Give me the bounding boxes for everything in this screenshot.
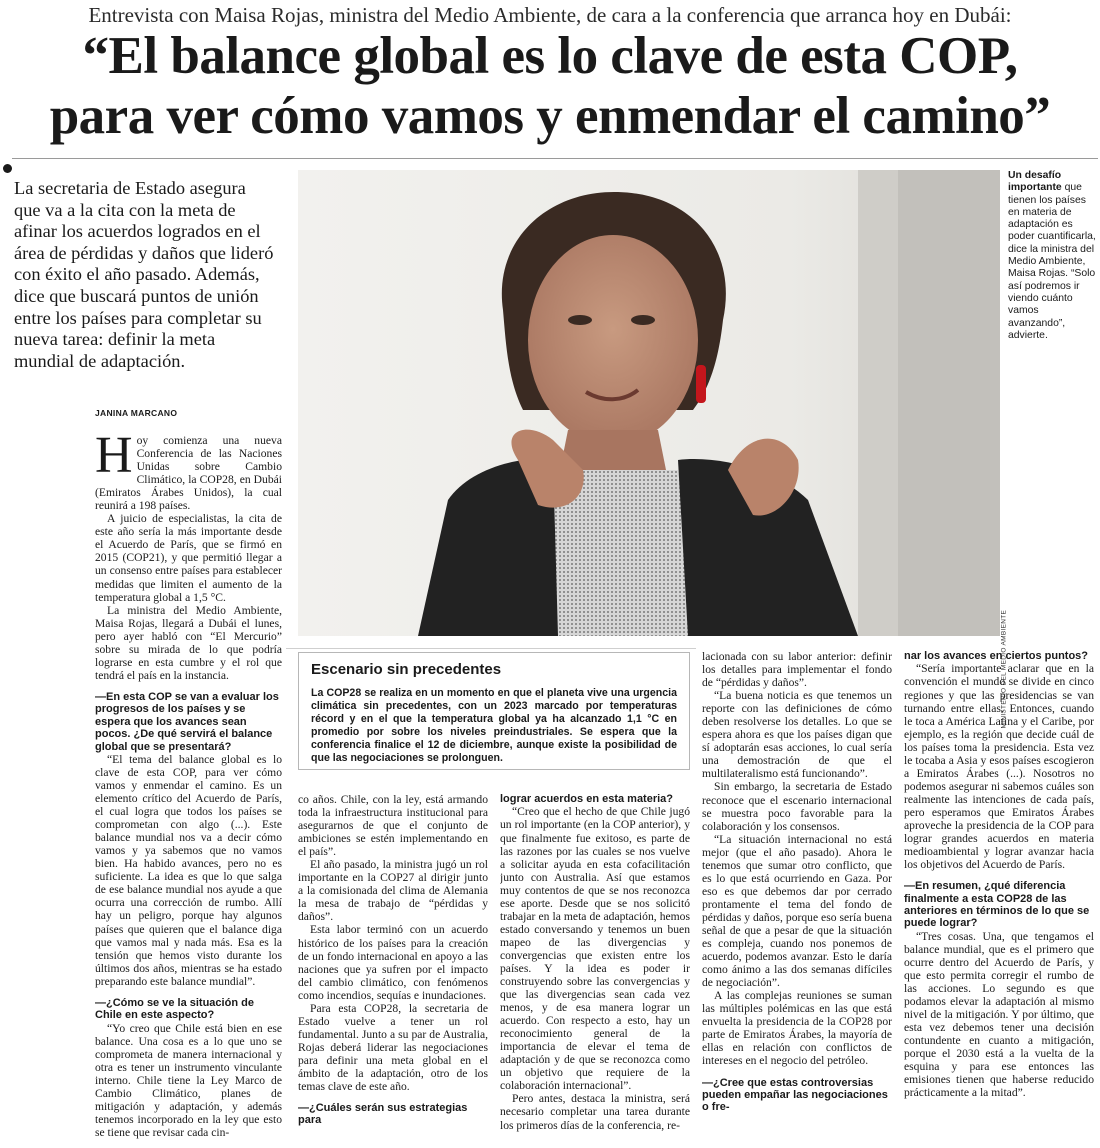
paragraph: “Creo que el hecho de que Chile jugó un rol importante (en la COP anterior), y que finalmente fue exitoso, es parte de las razones por las cuales se nos vuelve a solicitar ayuda en esta cofacilitación junto con Australia. Así que estamos muy contentos de que se nos reconozca ese aporte. Desde que se nos solicitó trabajar en la meta de adaptación, hemos estado conversando y tenemos un buen mapeo de las divergencias y convergencias que existen entre los países. Y la idea es poder ir construyendo sobre las convergencias y que las divergencias sean cada vez menos, y de esa manera lograr un acuerdo. Con respecto a esto, hay un reconocimiento general de la importancia de elevar el tema de adaptación y de que se reconozca como un objetivo que requiere de la colaboración internacional”. xyxy=(500,805,690,1093)
intro-paragraph: Hoy comienza una nueva Conferencia de las Naciones Unidas sobre Cambio Climático, la COP28, en Dubái (Emiratos Árabes Unidos), la cual reunirá a 198 países. xyxy=(95,434,282,513)
paragraph: “La buena noticia es que tenemos un reporte con las definiciones de cómo deben resolverse los detalles. Lo que se espera ahora es que los países digan que sí adoptarán esas acciones, lo cual sería una demostración de que el multilateralismo está funcionando”. xyxy=(702,689,892,781)
top-rule xyxy=(12,158,1098,159)
paragraph: “La situación internacional no está mejor (que el año pasado). Ahora le tenemos que sumar otro conflicto, que es lo que está ocurriendo en Gaza. Por eso es que debemos dar por cerrado prontamente el tema del fondo de pérdidas y daños, porque eso sería buena señal de que a pesar de que la situación es compleja, cuando nos ponemos de acuerdo, podemos avanzar. Esto le daría como ánimo a las dos semanas difíciles de negociación”. xyxy=(702,832,892,990)
article-column-3 xyxy=(500,793,690,1148)
box-title: Escenario sin precedentes xyxy=(311,661,502,678)
byline: JANINA MARCANO xyxy=(95,408,178,418)
paragraph: lacionada con su labor anterior: definir los detalles para implementar el fondo de “pérdidas y daños”. xyxy=(702,650,892,690)
interview-question: lograr acuerdos en esta materia? xyxy=(500,793,674,805)
interview-question: —¿Cree que estas controversias pueden empañar las negociaciones o fre- xyxy=(702,1076,888,1114)
article-column-1 xyxy=(95,434,282,1148)
article-photo xyxy=(298,170,1000,636)
lead-paragraph: La secretaria de Estado asegura que va a la cita con la meta de afinar los acuerdos logrados en el área de pérdidas y daños que lideró con éxito el año pasado. Además, dice que buscará puntos de unión entre los países para completar su nueva tarea: definir la meta mundial de adaptación. xyxy=(14,178,274,371)
paragraph: Para esta COP28, la secretaria de Estado vuelve a tener un rol fundamental. Junto a su par de Australia, Rojas deberá liderar las negociaciones para definir una meta global en el ámbito de la adaptación, otro de los temas clave de este año. xyxy=(298,1001,488,1094)
paragraph: “Yo creo que Chile está bien en ese balance. Una cosa es a lo que uno se comprometa de manera internacional y otra es tener un instrumento vinculante interno. Chile tiene la Ley Marco de Cambio Climático, planes de mitigación y adaptación, y además tenemos incorporado en la ley que esto se tiene que revisar cada cin- xyxy=(95,1021,282,1139)
portrait-illustration xyxy=(298,170,1000,636)
paragraph: A juicio de especialistas, la cita de este año sería la más importante desde el Acuerdo de París, que se firmó en 2015 (COP21), y que permitió llegar a un consenso entre países para establecer medidas que limiten el aumento de la temperatura global a 1,5 °C. xyxy=(95,512,282,604)
headline-line-2: para ver cómo vamos y enmendar el camino” xyxy=(49,87,1051,145)
paragraph: Esta labor terminó con un acuerdo histórico de los países para la creación de un fondo internacional en apoyo a las naciones que ya sufren por el impacto del cambio climático, con fenómenos como incendios, sequías e inundaciones. xyxy=(298,923,488,1002)
box-rule xyxy=(286,648,696,649)
bullet-dot xyxy=(3,164,12,173)
interview-question: —¿Cuáles serán sus estrategias para xyxy=(298,1102,468,1127)
kicker: Entrevista con Maisa Rojas, ministra del Medio Ambiente, de cara a la conferencia que arranca hoy en Dubái: xyxy=(88,3,1012,27)
article-column-5 xyxy=(904,650,1094,1148)
paragraph: A las complejas reuniones se suman las múltiples polémicas en las que está envuelta la presidencia de la COP28 por parte de Emiratos Árabes, la mayoría de ellas en relación con conflictos de intereses en el negocio del petróleo. xyxy=(702,989,892,1068)
interview-question: —¿Cómo se ve la situación de Chile en este aspecto? xyxy=(95,996,254,1022)
article-column-2 xyxy=(298,793,488,1148)
paragraph: “Tres cosas. Una, que tengamos el balance mundial, que es el primero que ocurre dentro del Acuerdo de París, y que esto permita corregir el rumbo de las acciones. Lo segundo es que podamos elevar la adaptación al mismo nivel de la mitigación. Y por último, que esta vez debemos tener una decisión contundente en cuanto a mitigación, porque el 2030 está a la vuelta de la esquina y para ese entonces las emisiones tienen que haberse reducido prácticamente a la mitad”. xyxy=(904,929,1094,1100)
dropcap: H xyxy=(95,434,133,484)
headline xyxy=(0,26,1100,146)
interview-question: nar los avances en ciertos puntos? xyxy=(904,650,1089,662)
paragraph: El año pasado, la ministra jugó un rol importante en la COP27 al dirigir junto a la comisionada del clima de Alemania la mesa de trabajo de “pérdidas y daños”. xyxy=(298,858,488,924)
article-column-4 xyxy=(702,650,892,1148)
paragraph: “Sería importante aclarar que en la convención el mundo se divide en cinco regiones y que las presidencias se van turnando entre ellas. Entonces, cuando le toca a América Latina y el Caribe, por ejemplo, es la región que decide cuál de los países toma la presidencia. Esta vez le tocaba a Asia y esos países escogieron a Emiratos Árabes (...). Nosotros no podemos asegurar ni sabemos cuáles son realmente las intenciones de cada país, pero esperamos que Emiratos Árabes aproveche la presidencia de la COP para lograr grandes acuerdos en materia medioambiental y lograr avanzar hacia los objetivos del Acuerdo de París. xyxy=(904,662,1094,872)
interview-question: —En esta COP se van a evaluar los progresos de los países y se espera que los avances sean pocos. ¿De qué servirá el balance global que se presentará? xyxy=(95,690,279,753)
photo-credit-text: MINISTERIO DEL MEDIO AMBIENTE xyxy=(1000,609,1008,729)
photo-caption xyxy=(1008,170,1096,342)
paragraph: Pero antes, destaca la ministra, será necesario completar una tarea durante los primeros días de la conferencia, re- xyxy=(500,1092,690,1132)
caption-bold: Un desafío importante xyxy=(1008,170,1062,194)
caption-text: que tienen los países en materia de adaptación es poder cuantificarla, dice la ministra del Medio Ambiente, Maisa Rojas. “Solo así podremos ir viendo cuánto vamos avanzando”, advierte. xyxy=(1008,182,1096,341)
headline-line-1: “El balance global es lo clave de esta COP, xyxy=(82,27,1018,85)
box-text: La COP28 se realiza en un momento en que el planeta vive una urgencia climática sin precedentes, con un 2023 marcado por temperaturas récord y en el que la temperatura global ya ha alcanzado 1,1 °C en promedio por sobre los niveles preindustriales. Se espera que la conferencia finalice el 12 de diciembre, aunque existe la posibilidad de que las negociaciones se prolonguen. xyxy=(311,687,677,764)
paragraph: Sin embargo, la secretaria de Estado reconoce que el escenario internacional se muestra poco favorable para la colaboración y los consensos. xyxy=(702,780,892,833)
paragraph: “El tema del balance global es lo clave de esta COP, para ver cómo vamos y enmendar el camino. Es un elemento crítico del Acuerdo de París, el cual logra que todos los países se comprometan con algo (...). Este balance mundial nos va a decir cómo vamos y ya sabemos que no vamos bien. Ha habido avances, pero no es suficiente. La idea es que lo que salga de ese balance mundial nos ayude a que ocurra una corrección de rumbo. Allí hay un peligro, porque hay algunos países que quieren que el balance diga que vamos mal y nada más. Esa es la tensión que hemos visto durante los últimos dos años, mientras se ha estado preparando este balance mundial”. xyxy=(95,752,282,988)
interview-question: —En resumen, ¿qué diferencia finalmente a esta COP28 de las anteriores en términos de lo que se puede lograr? xyxy=(904,880,1090,930)
sidebar-box xyxy=(298,652,690,770)
paragraph: La ministra del Medio Ambiente, Maisa Rojas, llegará a Dubái el lunes, pero ayer habló con “El Mercurio” sobre su mirada de lo que podría lograrse en esta cumbre y el rol que tendrá el país en la instancia. xyxy=(95,603,282,682)
paragraph: co años. Chile, con la ley, está armando toda la infraestructura institucional para asegurarnos de que el conjunto de ambiciones se estén implementando en el país”. xyxy=(298,793,488,859)
